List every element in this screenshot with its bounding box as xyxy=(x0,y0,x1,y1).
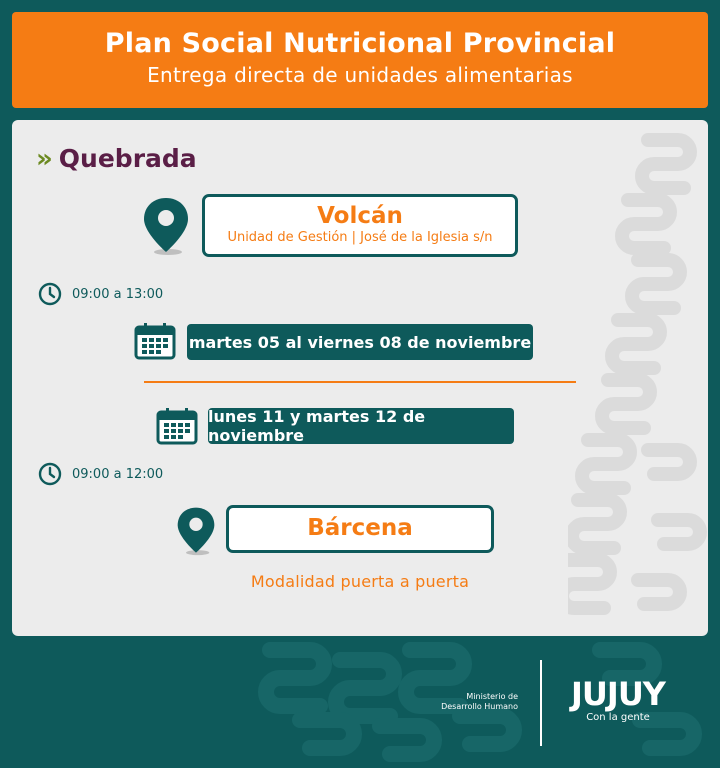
location-card-volcan xyxy=(202,194,518,257)
section-divider xyxy=(144,381,576,383)
time-row-1 xyxy=(38,282,163,306)
jujuy-logo xyxy=(562,675,674,723)
date-range-pill-1: martes 05 al viernes 08 de noviembre xyxy=(187,324,533,360)
schedule-card xyxy=(12,120,708,636)
double-chevron-icon: » xyxy=(36,143,53,174)
clock-icon xyxy=(38,462,62,486)
calendar-icon xyxy=(134,322,176,360)
schedule-time: 09:00 a 13:00 xyxy=(72,286,164,302)
ministry-line-1: Ministerio de xyxy=(466,692,518,701)
page-title: Plan Social Nutricional Provincial xyxy=(104,28,616,59)
header-banner xyxy=(12,12,708,108)
page-subtitle: Entrega directa de unidades alimentarias xyxy=(147,63,573,87)
modality-note: Modalidad puerta a puerta xyxy=(250,572,470,591)
schedule-time: 09:00 a 12:00 xyxy=(72,466,164,482)
clock-icon xyxy=(38,282,62,306)
brand-slogan: Con la gente xyxy=(586,712,650,723)
location-card-barcena xyxy=(226,505,494,553)
location-name: Bárcena xyxy=(307,515,413,541)
card-wave-pattern xyxy=(568,120,708,636)
location-pin-icon xyxy=(140,196,192,256)
ministry-label xyxy=(420,692,518,712)
location-address: Unidad de Gestión | José de la Iglesia s/n xyxy=(227,230,493,245)
region-heading xyxy=(36,144,197,173)
brand-name: JUJUY xyxy=(571,675,665,713)
time-row-2 xyxy=(38,462,163,486)
ministry-line-2: Desarrollo Humano xyxy=(441,702,518,711)
date-range-pill-2: lunes 11 y martes 12 de noviembre xyxy=(208,408,514,444)
location-pin-icon xyxy=(174,506,218,556)
region-label: Quebrada xyxy=(58,144,197,173)
calendar-icon xyxy=(156,407,198,445)
footer-separator xyxy=(540,660,542,746)
location-name: Volcán xyxy=(317,203,403,229)
